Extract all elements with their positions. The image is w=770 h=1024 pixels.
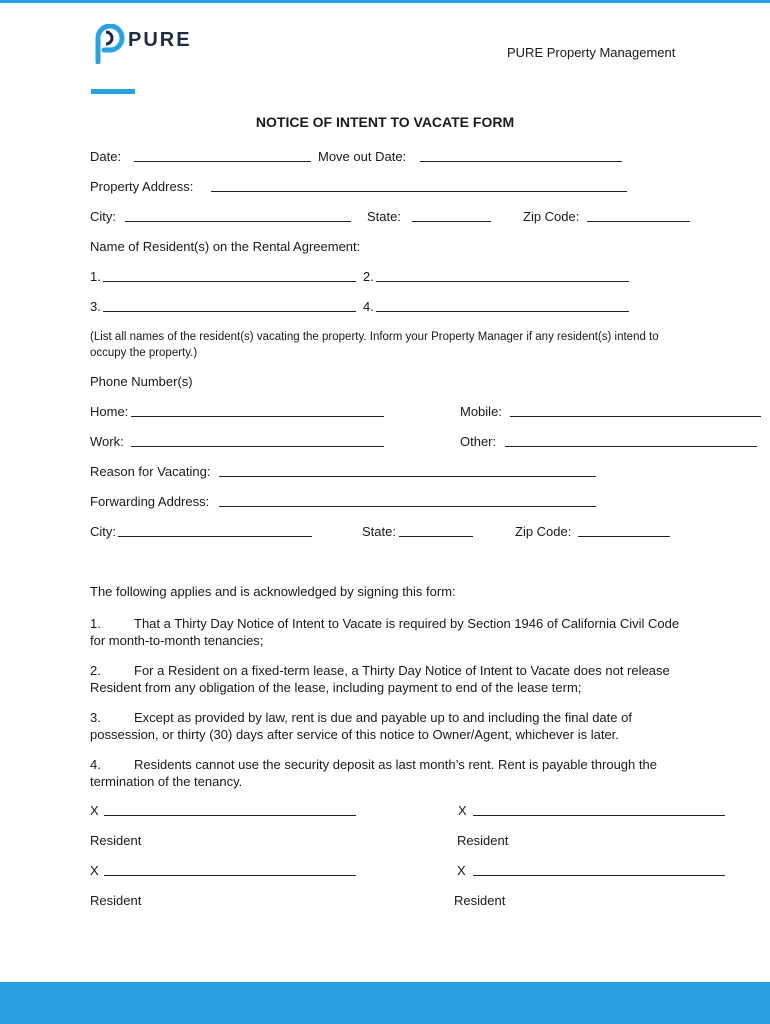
resident-signature-label: Resident — [457, 833, 509, 848]
residents-heading: Name of Resident(s) on the Rental Agreement: — [90, 239, 361, 254]
move-out-label: Move out Date: — [318, 149, 407, 164]
signature-line-3[interactable] — [104, 875, 356, 876]
reason-field[interactable] — [219, 476, 596, 477]
work-phone-field[interactable] — [131, 446, 384, 447]
resident-signature-label: Resident — [90, 893, 142, 908]
forwarding-zip-label: Zip Code: — [515, 524, 572, 539]
other-phone-field[interactable] — [505, 446, 757, 447]
term-number: 3. — [90, 710, 101, 725]
signature-x-mark: X — [458, 803, 467, 818]
mobile-phone-field[interactable] — [510, 416, 761, 417]
forwarding-city-label: City: — [90, 524, 116, 539]
resident-4-field[interactable] — [376, 311, 629, 312]
signature-x-mark: X — [90, 803, 99, 818]
signature-x-mark: X — [457, 863, 466, 878]
terms-intro: The following applies and is acknowledged by signing this form: — [90, 584, 456, 599]
term-item — [90, 615, 690, 649]
accent-bar — [91, 89, 135, 94]
resident-2-field[interactable] — [376, 281, 629, 282]
move-out-field[interactable] — [420, 161, 622, 162]
resident-1-label: 1. — [90, 269, 101, 284]
property-address-label: Property Address: — [90, 179, 194, 194]
resident-signature-label: Resident — [90, 833, 142, 848]
company-name: PURE Property Management — [507, 45, 676, 60]
reason-label: Reason for Vacating: — [90, 464, 211, 479]
forwarding-state-field[interactable] — [399, 536, 473, 537]
signature-line-2[interactable] — [473, 815, 725, 816]
residents-note: (List all names of the resident(s) vacating the property. Inform your Property Manager if any resident(s) intend to occupy the property.) — [90, 331, 659, 359]
term-item — [90, 756, 690, 790]
top-accent-line — [0, 0, 770, 3]
forwarding-zip-field[interactable] — [578, 536, 670, 537]
zip-label: Zip Code: — [523, 209, 580, 224]
resident-1-field[interactable] — [103, 281, 356, 282]
term-text: Residents cannot use the security deposit as last month’s rent. Rent is payable through the termination of the tenancy. — [90, 757, 657, 789]
form-title: NOTICE OF INTENT TO VACATE FORM — [255, 114, 515, 130]
term-text: For a Resident on a fixed-term lease, a Thirty Day Notice of Intent to Vacate does not release Resident from any obligation of the lease, including payment to end of the lease term; — [90, 663, 670, 695]
resident-3-field[interactable] — [103, 311, 356, 312]
resident-3-label: 3. — [90, 299, 101, 314]
phone-heading: Phone Number(s) — [90, 374, 193, 389]
state-field[interactable] — [412, 221, 491, 222]
forwarding-address-field[interactable] — [219, 506, 596, 507]
resident-signature-label: Resident — [454, 893, 506, 908]
forwarding-state-label: State: — [362, 524, 396, 539]
signature-line-4[interactable] — [473, 875, 725, 876]
logo-text: PURE — [128, 29, 192, 51]
resident-2-label: 2. — [363, 269, 374, 284]
city-label: City: — [90, 209, 116, 224]
date-label: Date: — [90, 149, 122, 164]
forwarding-address-label: Forwarding Address: — [90, 494, 210, 509]
term-number: 2. — [90, 663, 101, 678]
home-phone-field[interactable] — [131, 416, 384, 417]
other-label: Other: — [460, 434, 497, 449]
term-text: Except as provided by law, rent is due and payable up to and including the final date of possession, or thirty (30) days after service of this notice to Owner/Agent, whichever is later. — [90, 710, 632, 742]
footer-bar — [0, 982, 770, 1024]
term-text: That a Thirty Day Notice of Intent to Vacate is required by Section 1946 of California Civil Code for month-to-month tenancies; — [90, 616, 680, 648]
signature-line-1[interactable] — [104, 815, 356, 816]
forwarding-city-field[interactable] — [118, 536, 312, 537]
work-label: Work: — [90, 434, 124, 449]
mobile-label: Mobile: — [460, 404, 502, 419]
property-address-field[interactable] — [211, 191, 627, 192]
term-number: 4. — [90, 757, 101, 772]
term-item — [90, 709, 690, 743]
date-field[interactable] — [134, 161, 311, 162]
term-number: 1. — [90, 616, 101, 631]
state-label: State: — [367, 209, 401, 224]
term-item — [90, 662, 690, 696]
city-field[interactable] — [125, 221, 351, 222]
signature-x-mark: X — [90, 863, 99, 878]
home-label: Home: — [90, 404, 129, 419]
zip-field[interactable] — [587, 221, 690, 222]
resident-4-label: 4. — [363, 299, 374, 314]
